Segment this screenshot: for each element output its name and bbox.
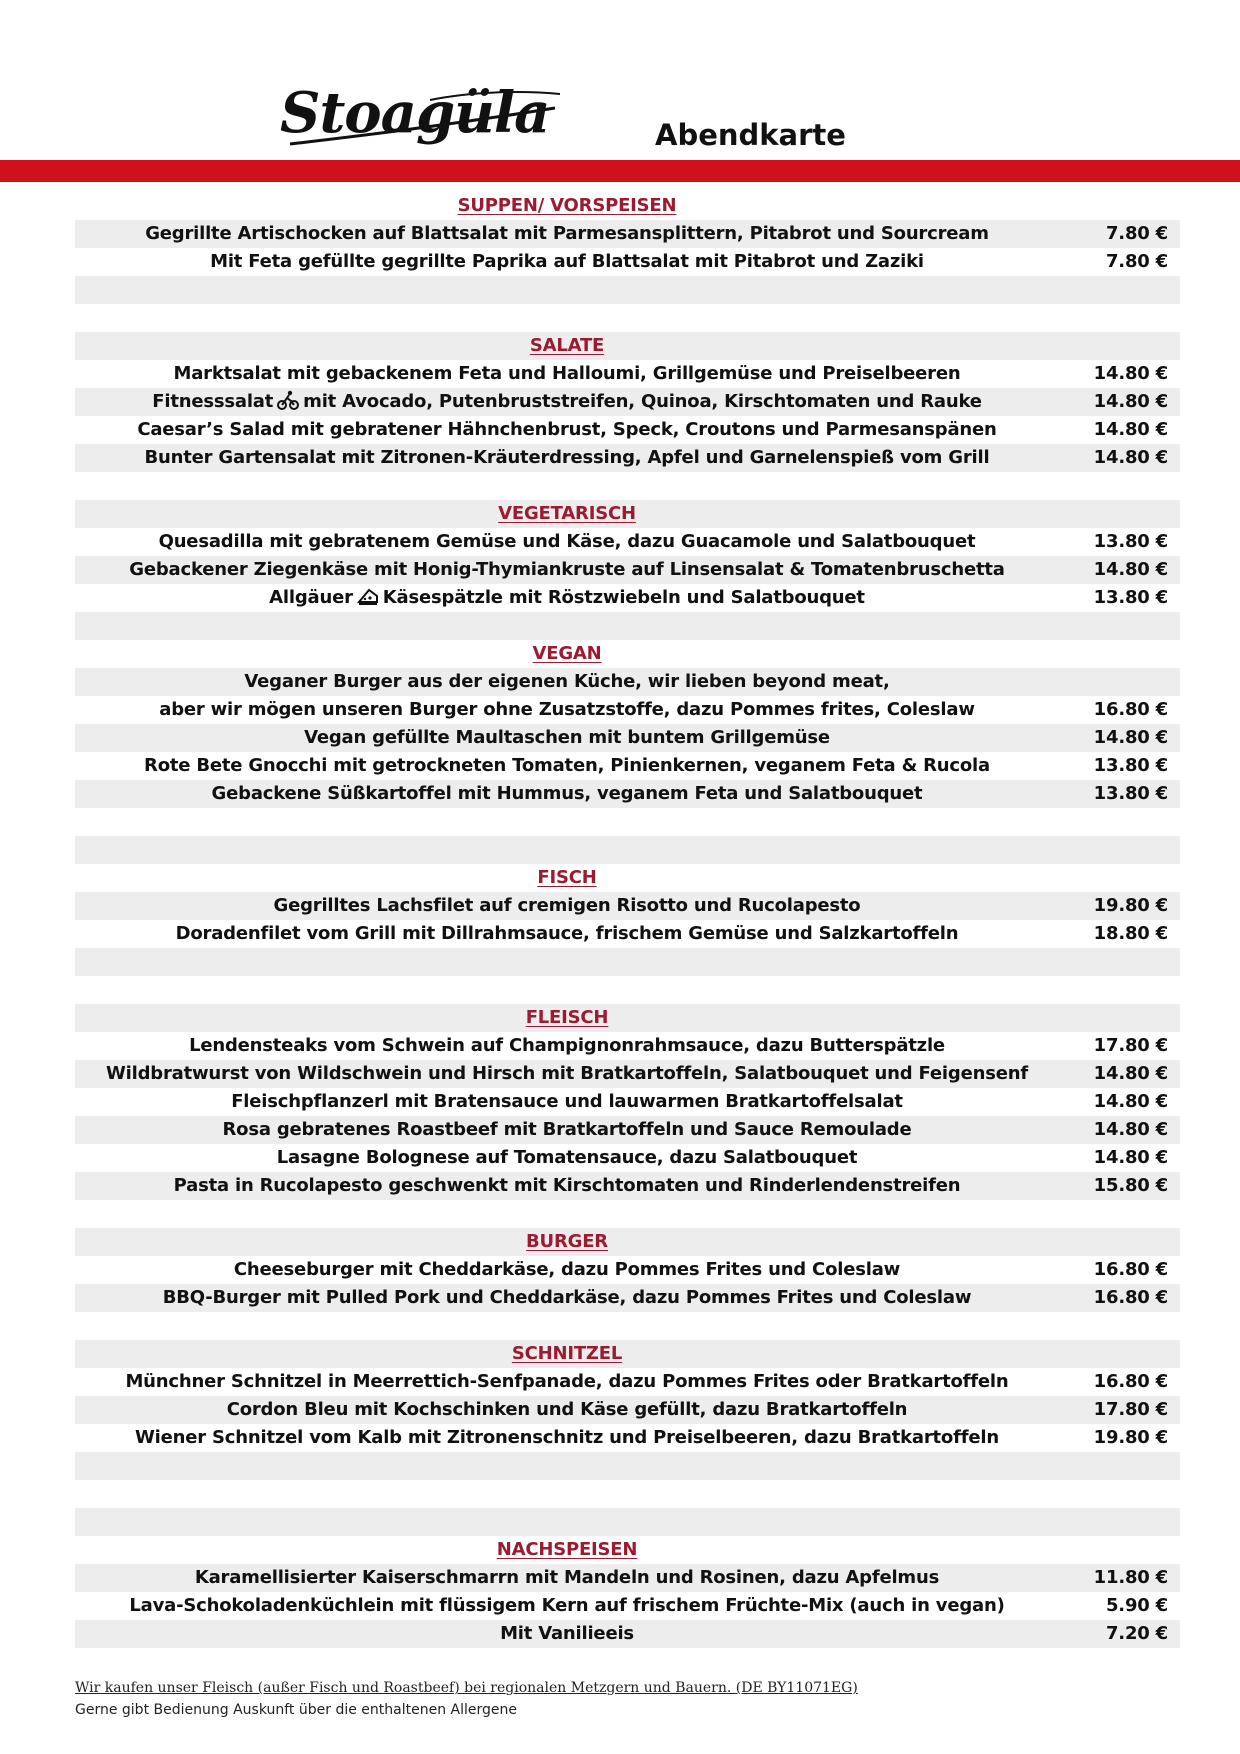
section-heading: FLEISCH <box>525 1007 609 1028</box>
dish-price: 14.80 € <box>1093 1119 1168 1140</box>
dish-name: Fleischpflanzerl mit Bratensauce und lauwarmen Bratkartoffelsalat <box>231 1091 903 1112</box>
dish-name: Cheeseburger mit Cheddarkäse, dazu Pommes Frites und Coleslaw <box>233 1259 901 1280</box>
menu-item <box>75 1032 1180 1060</box>
section-heading-row <box>75 1228 1180 1256</box>
header-divider-bar <box>0 160 1240 182</box>
dish-price: 16.80 € <box>1093 1287 1168 1308</box>
menu-item <box>75 668 1180 696</box>
menu-item <box>75 1592 1180 1620</box>
menu-item <box>75 416 1180 444</box>
dish-name: Marktsalat mit gebackenem Feta und Halloumi, Grillgemüse und Preiselbeeren <box>173 363 961 384</box>
dish-name: Münchner Schnitzel in Meerrettich-Senfpanade, dazu Pommes Frites oder Bratkartoffeln <box>125 1371 1009 1392</box>
spacer-row <box>75 612 1180 640</box>
menu-item <box>75 556 1180 584</box>
dish-name: Veganer Burger aus der eigenen Küche, wir lieben beyond meat, <box>244 671 890 692</box>
dish-price: 11.80 € <box>1093 1567 1168 1588</box>
dish-price: 17.80 € <box>1093 1035 1168 1056</box>
menu-item <box>75 752 1180 780</box>
dish-price: 15.80 € <box>1093 1175 1168 1196</box>
logo-wordmark: Stoagüla <box>280 80 550 146</box>
menu-item <box>75 892 1180 920</box>
dish-price: 14.80 € <box>1093 1147 1168 1168</box>
dish-price: 7.20 € <box>1105 1623 1168 1644</box>
menu-item <box>75 1396 1180 1424</box>
dish-name: Wiener Schnitzel vom Kalb mit Zitronenschnitz und Preiselbeeren, dazu Bratkartoffeln <box>135 1427 999 1448</box>
dish-price: 13.80 € <box>1093 531 1168 552</box>
dish-name: Vegan gefüllte Maultaschen mit buntem Grillgemüse <box>304 727 830 748</box>
dish-price: 16.80 € <box>1093 1259 1168 1280</box>
section-gap <box>75 304 1180 332</box>
dish-price: 13.80 € <box>1093 755 1168 776</box>
menu-item <box>75 1144 1180 1172</box>
dish-name: Karamellisierter Kaiserschmarrn mit Mandeln und Rosinen, dazu Apfelmus <box>194 1567 940 1588</box>
dish-name: Mit Vanilieeis <box>500 1623 634 1644</box>
spacer-row <box>75 976 1180 1004</box>
menu-item <box>75 724 1180 752</box>
dish-name: Gebackene Süßkartoffel mit Hummus, veganem Feta und Salatbouquet <box>211 783 923 804</box>
dish-name: Doradenfilet vom Grill mit Dillrahmsauce, frischem Gemüse und Salzkartoffeln <box>175 923 959 944</box>
section-heading: BURGER <box>526 1231 608 1252</box>
dish-name: Bunter Gartensalat mit Zitronen-Kräuterdressing, Apfel und Garnelenspieß vom Grill <box>144 447 990 468</box>
menu-item <box>75 388 1180 416</box>
section-heading: VEGAN <box>532 643 602 664</box>
dish-name: Wildbratwurst von Wildschwein und Hirsch mit Bratkartoffeln, Salatbouquet und Feigensenf <box>106 1063 1028 1084</box>
page-header <box>0 0 1240 190</box>
dish-name: Gebackener Ziegenkäse mit Honig-Thymiankruste auf Linsensalat & Tomatenbruschetta <box>129 559 1005 580</box>
dish-price: 14.80 € <box>1093 1063 1168 1084</box>
dish-price: 14.80 € <box>1093 363 1168 384</box>
section-heading: FISCH <box>537 867 597 888</box>
dish-price: 14.80 € <box>1093 391 1168 412</box>
section-heading-row <box>75 192 1180 220</box>
section-heading-row <box>75 332 1180 360</box>
spacer-row <box>75 1200 1180 1228</box>
menu-item <box>75 1564 1180 1592</box>
spacer-row <box>75 948 1180 976</box>
spacer-row <box>75 1312 1180 1340</box>
section-heading: SUPPEN/ VORSPEISEN <box>457 195 677 216</box>
dish-price: 14.80 € <box>1093 1091 1168 1112</box>
dish-name: Lasagne Bolognese auf Tomatensauce, dazu Salatbouquet <box>276 1147 858 1168</box>
menu-item <box>75 920 1180 948</box>
dish-name-part: mit Avocado, Putenbruststreifen, Quinoa, Kirschtomaten und Rauke <box>303 391 982 412</box>
dish-name: Pasta in Rucolapesto geschwenkt mit Kirschtomaten und Rinderlendenstreifen <box>173 1175 961 1196</box>
dish-price: 16.80 € <box>1093 699 1168 720</box>
sourcing-note: Wir kaufen unser Fleisch (außer Fisch und Roastbeef) bei regionalen Metzgern und Bauern. (DE BY11071EG) <box>75 1680 858 1696</box>
dish-name-part: Fitnesssalat <box>152 391 274 412</box>
section-heading: VEGETARISCH <box>498 503 636 524</box>
menu-item <box>75 360 1180 388</box>
dish-name: Gegrillte Artischocken auf Blattsalat mit Parmesansplittern, Pitabrot und Sourcream <box>145 223 989 244</box>
menu-item <box>75 1284 1180 1312</box>
section-heading: NACHSPEISEN <box>496 1539 638 1560</box>
dish-name: Rote Bete Gnocchi mit getrockneten Tomaten, Pinienkernen, veganem Feta & Rucola <box>144 755 990 776</box>
menu-item <box>75 248 1180 276</box>
dish-price: 18.80 € <box>1093 923 1168 944</box>
page-footer <box>75 1677 858 1721</box>
spacer-row <box>75 808 1180 836</box>
menu-item <box>75 780 1180 808</box>
section-heading: SCHNITZEL <box>511 1343 623 1364</box>
menu-item <box>75 1060 1180 1088</box>
dish-name: Caesar’s Salad mit gebratener Hähnchenbrust, Speck, Croutons und Parmesanspänen <box>137 419 997 440</box>
menu-item <box>75 584 1180 612</box>
dish-price: 14.80 € <box>1093 727 1168 748</box>
dish-name: aber wir mögen unseren Burger ohne Zusatzstoffe, dazu Pommes frites, Coleslaw <box>159 699 975 720</box>
dish-name: Gegrilltes Lachsfilet auf cremigen Risotto und Rucolapesto <box>273 895 861 916</box>
spacer-row <box>75 276 1180 304</box>
dish-price: 13.80 € <box>1093 783 1168 804</box>
menu-item <box>75 1116 1180 1144</box>
dish-price: 5.90 € <box>1105 1595 1168 1616</box>
allergen-note: Gerne gibt Bedienung Auskunft über die enthaltenen Allergene <box>75 1702 517 1718</box>
menu-item <box>75 528 1180 556</box>
dish-price: 19.80 € <box>1093 1427 1168 1448</box>
section-gap <box>75 472 1180 500</box>
section-heading-row <box>75 1536 1180 1564</box>
cheese-icon <box>357 586 379 606</box>
menu-list <box>75 192 1180 1648</box>
dish-price: 14.80 € <box>1093 447 1168 468</box>
section-heading: SALATE <box>529 335 605 356</box>
dish-name: Quesadilla mit gebratenem Gemüse und Käse, dazu Guacamole und Salatbouquet <box>158 531 976 552</box>
page-title: Abendkarte <box>655 118 846 152</box>
menu-item <box>75 696 1180 724</box>
dish-name: Lava-Schokoladenküchlein mit flüssigem Kern auf frischem Früchte-Mix (auch in vegan) <box>129 1595 1005 1616</box>
menu-item <box>75 444 1180 472</box>
dish-name: Cordon Bleu mit Kochschinken und Käse gefüllt, dazu Bratkartoffeln <box>226 1399 908 1420</box>
spacer-row <box>75 1480 1180 1508</box>
dish-price: 16.80 € <box>1093 1371 1168 1392</box>
section-heading-row <box>75 640 1180 668</box>
dish-price: 7.80 € <box>1105 223 1168 244</box>
dish-name <box>75 584 1059 612</box>
dish-price: 14.80 € <box>1093 559 1168 580</box>
dish-price: 17.80 € <box>1093 1399 1168 1420</box>
dish-name: Lendensteaks vom Schwein auf Champignonrahmsauce, dazu Butterspätzle <box>189 1035 945 1056</box>
menu-item <box>75 1088 1180 1116</box>
menu-item <box>75 1172 1180 1200</box>
section-heading-row <box>75 500 1180 528</box>
dish-price: 13.80 € <box>1093 587 1168 608</box>
dish-price: 14.80 € <box>1093 419 1168 440</box>
dish-price: 7.80 € <box>1105 251 1168 272</box>
cyclist-icon <box>277 390 299 410</box>
dish-name: Mit Feta gefüllte gegrillte Paprika auf Blattsalat mit Pitabrot und Zaziki <box>210 251 924 272</box>
menu-item <box>75 1620 1180 1648</box>
spacer-row <box>75 1452 1180 1480</box>
menu-item <box>75 220 1180 248</box>
dish-name-part: Käsespätzle mit Röstzwiebeln und Salatbouquet <box>382 587 865 608</box>
dish-name: BBQ-Burger mit Pulled Pork und Cheddarkäse, dazu Pommes Frites und Coleslaw <box>162 1287 972 1308</box>
menu-item <box>75 1424 1180 1452</box>
dish-price: 19.80 € <box>1093 895 1168 916</box>
dish-name-part: Allgäuer <box>269 587 353 608</box>
dish-name: Rosa gebratenes Roastbeef mit Bratkartoffeln und Sauce Remoulade <box>222 1119 912 1140</box>
section-heading-row <box>75 864 1180 892</box>
menu-item <box>75 1256 1180 1284</box>
spacer-row <box>75 836 1180 864</box>
dish-name <box>75 388 1059 416</box>
spacer-row <box>75 1508 1180 1536</box>
section-heading-row <box>75 1340 1180 1368</box>
restaurant-logo <box>280 78 570 160</box>
section-heading-row <box>75 1004 1180 1032</box>
menu-item <box>75 1368 1180 1396</box>
